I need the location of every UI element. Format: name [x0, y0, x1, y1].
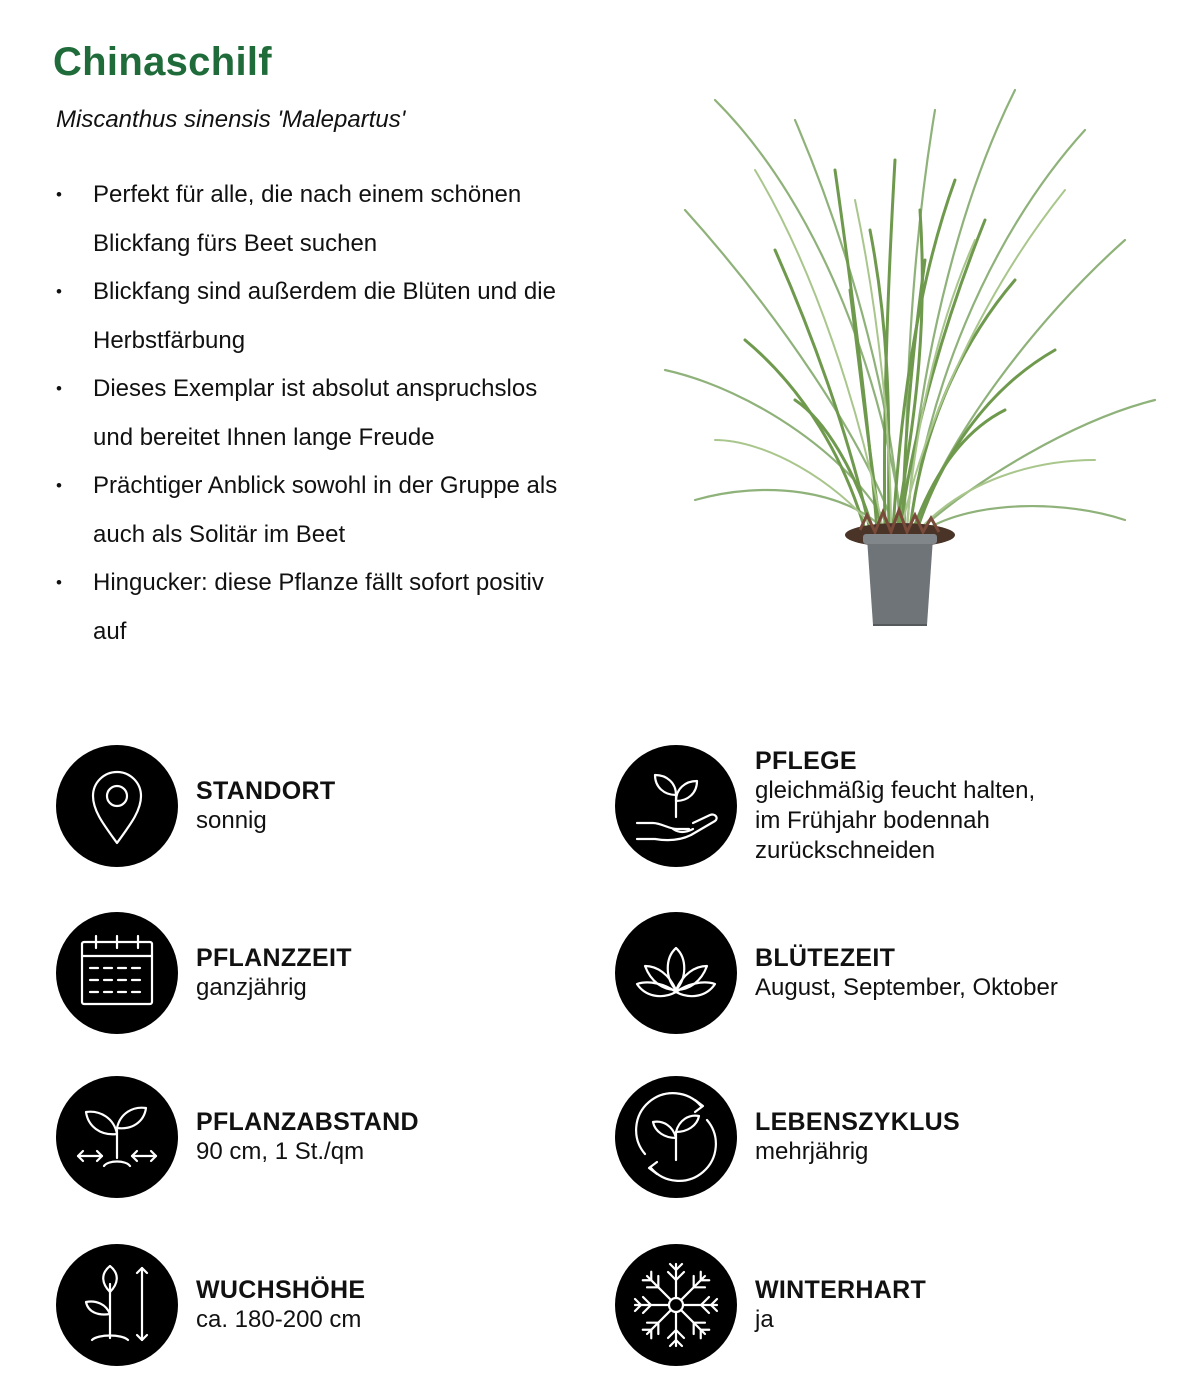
feature-value: ca. 180-200 cm [196, 1306, 362, 1333]
grass-leaves [665, 90, 1155, 530]
feature-label: WINTERHART [755, 1276, 927, 1304]
feature-pflanzabstand [56, 1076, 596, 1201]
plant-spacing-icon [56, 1076, 178, 1198]
feature-value: 90 cm, 1 St./qm [196, 1138, 365, 1165]
feature-wuchshoehe [56, 1244, 596, 1369]
location-pin-icon [56, 745, 178, 867]
botanical-name: Miscanthus sinensis 'Malepartus' [56, 106, 406, 133]
plant-pot [863, 534, 937, 625]
feature-label: LEBENSZYKLUS [755, 1108, 961, 1136]
feature-bullet-list [56, 171, 576, 656]
plant-height-icon [56, 1244, 178, 1366]
feature-label: PFLEGE [755, 747, 857, 775]
feature-label: BLÜTEZEIT [755, 944, 896, 972]
feature-lebenszyklus [615, 1076, 1155, 1201]
product-title: Chinaschilf [53, 40, 272, 84]
snowflake-icon [615, 1244, 737, 1366]
feature-standort [56, 745, 596, 870]
feature-pflege [615, 745, 1155, 870]
feature-value: gleichmäßig feucht halten, im Frühjahr bodennah zurückschneiden [755, 777, 1036, 864]
seedling-in-hand-icon [615, 745, 737, 867]
feature-value: mehrjährig [755, 1138, 869, 1165]
bullet-item: • Hingucker: diese Pflanze fällt sofort positiv auf [56, 559, 576, 656]
feature-label: PFLANZZEIT [196, 944, 352, 972]
feature-value: August, September, Oktober [755, 974, 1058, 1001]
plant-product-image [655, 60, 1165, 635]
feature-winterhart [615, 1244, 1155, 1369]
feature-value: ja [755, 1306, 774, 1333]
bullet-item: • Blickfang sind außerdem die Blüten und die Herbstfärbung [56, 268, 576, 365]
feature-label: PFLANZABSTAND [196, 1108, 419, 1136]
bullet-item: • Dieses Exemplar ist absolut anspruchslos und bereitet Ihnen lange Freude [56, 365, 576, 462]
bullet-item: • Prächtiger Anblick sowohl in der Gruppe als auch als Solitär im Beet [56, 462, 576, 559]
feature-label: WUCHSHÖHE [196, 1276, 366, 1304]
feature-bluetezeit [615, 912, 1155, 1037]
lotus-flower-icon [615, 912, 737, 1034]
feature-value: sonnig [196, 807, 267, 834]
plant-cycle-icon [615, 1076, 737, 1198]
feature-label: STANDORT [196, 777, 336, 805]
feature-value: ganzjährig [196, 974, 307, 1001]
feature-pflanzzeit [56, 912, 596, 1037]
calendar-icon [56, 912, 178, 1034]
bullet-item: • Perfekt für alle, die nach einem schönen Blickfang fürs Beet suchen [56, 171, 576, 268]
